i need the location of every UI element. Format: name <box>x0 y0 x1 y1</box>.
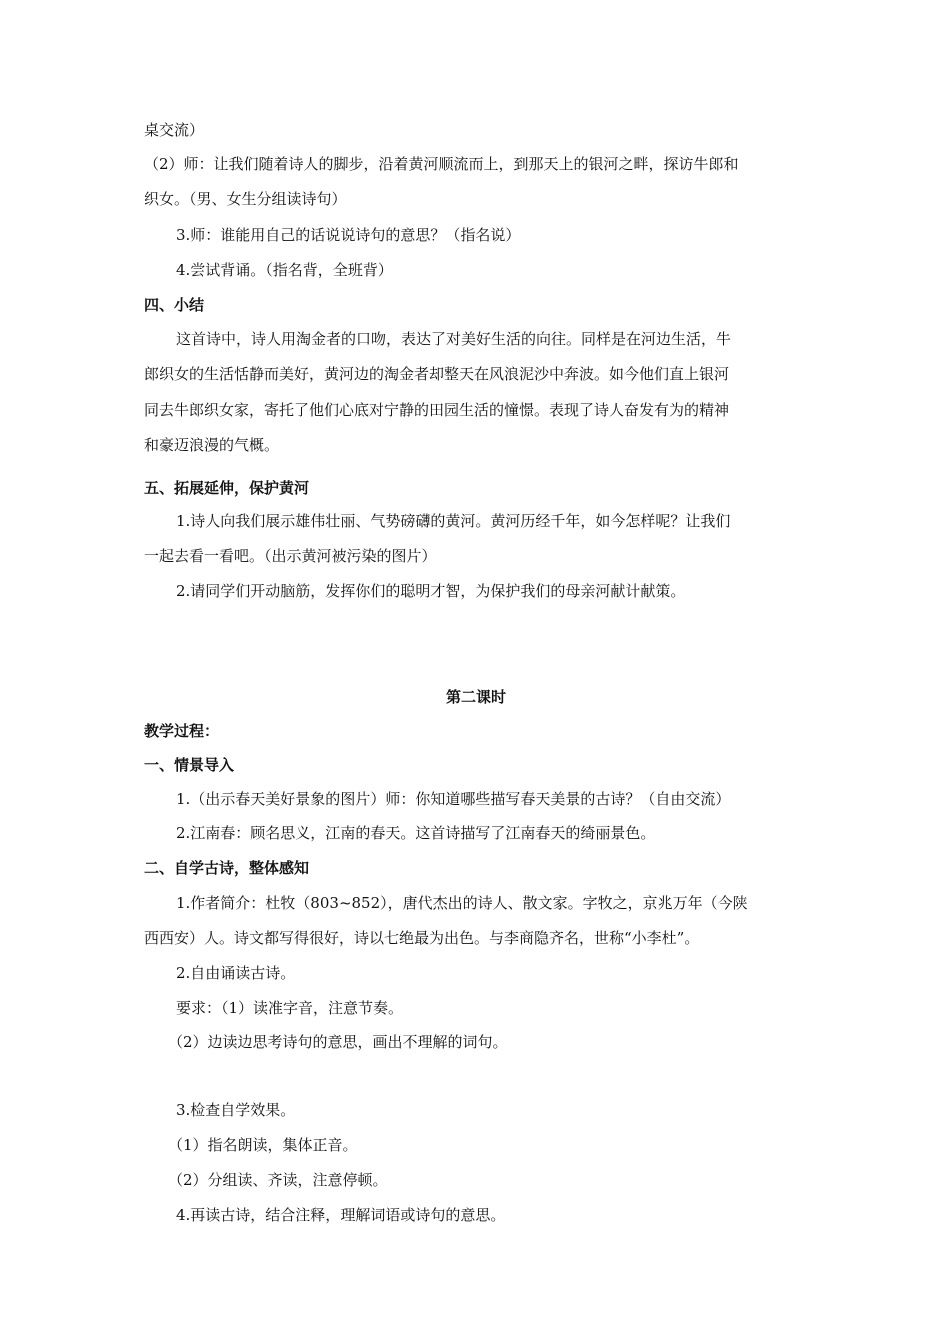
section-heading: 一、情景导入 <box>144 756 235 774</box>
paragraph-line: 2.请同学们开动脑筋，发挥你们的聪明才智，为保护我们的母亲河献计献策。 <box>176 582 686 600</box>
section-heading: 教学过程： <box>144 722 220 740</box>
section-heading: 五、拓展延伸，保护黄河 <box>144 479 310 497</box>
paragraph-line: 郎织女的生活恬静而美好，黄河边的淘金者却整天在风浪泥沙中奔波。如今他们直上银河 <box>144 365 730 383</box>
paragraph-line: 1.（出示春天美好景象的图片）师：你知道哪些描写春天美景的古诗？（自由交流） <box>176 790 731 808</box>
paragraph-line: 西西安）人。诗文都写得很好，诗以七绝最为出色。与李商隐齐名，世称“小李杜”。 <box>144 929 700 947</box>
paragraph-line: 1.诗人向我们展示雄伟壮丽、气势磅礴的黄河。黄河历经千年，如今怎样呢？让我们 <box>176 512 731 530</box>
section-heading: 四、小结 <box>144 296 205 314</box>
paragraph-line: （2）分组读、齐读，注意停顿。 <box>168 1171 388 1189</box>
paragraph-line: 4.尝试背诵。（指名背，全班背） <box>176 261 393 279</box>
section-heading: 二、自学古诗，整体感知 <box>144 859 310 877</box>
paragraph-line: 和豪迈浪漫的气概。 <box>144 436 280 454</box>
paragraph-line: 2.江南春：顾名思义，江南的春天。这首诗描写了江南春天的绮丽景色。 <box>176 824 656 842</box>
paragraph-line: 一起去看一看吧。（出示黄河被污染的图片） <box>144 547 437 565</box>
paragraph-line: （1）指名朗读，集体正音。 <box>168 1136 358 1154</box>
paragraph-line: 织女。（男、女生分组读诗句） <box>144 190 347 208</box>
paragraph-line: 桌交流） <box>144 121 205 139</box>
paragraph-line: 同去牛郎织女家，寄托了他们心底对宁静的田园生活的憧憬。表现了诗人奋发有为的精神 <box>144 401 730 419</box>
paragraph-line: 要求：（1）读准字音，注意节奏。 <box>176 999 404 1017</box>
paragraph-line: （2）师：让我们随着诗人的脚步，沿着黄河顺流而上，到那天上的银河之畔，探访牛郎和 <box>144 155 739 173</box>
paragraph-line: 4.再读古诗，结合注释，理解词语或诗句的意思。 <box>176 1206 506 1224</box>
lesson-title: 第二课时 <box>445 688 506 706</box>
paragraph-line: 2.自由诵读古诗。 <box>176 964 296 982</box>
paragraph-line: 这首诗中，诗人用淘金者的口吻，表达了对美好生活的向往。同样是在河边生活，牛 <box>176 330 732 348</box>
paragraph-line: （2）边读边思考诗句的意思，画出不理解的词句。 <box>168 1033 508 1051</box>
paragraph-line: 3.师：谁能用自己的话说说诗句的意思？（指名说） <box>176 226 521 244</box>
paragraph-line: 1.作者简介：杜牧（803~852），唐代杰出的诗人、散文家。字牧之，京兆万年（今陕 <box>176 894 748 912</box>
paragraph-line: 3.检查自学效果。 <box>176 1101 296 1119</box>
